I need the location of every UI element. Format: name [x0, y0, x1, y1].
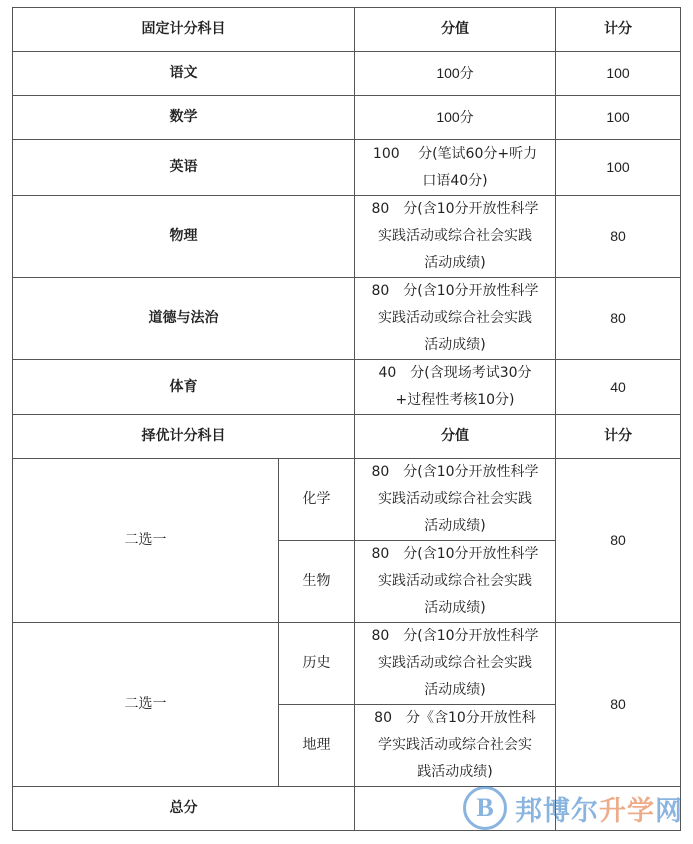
score-line: 践活动成绩): [417, 764, 493, 780]
score-line: +过程性考核10分): [395, 392, 515, 408]
score-cell: 100分: [355, 96, 556, 140]
count-cell: 80: [556, 278, 681, 360]
score-line: 活动成绩): [424, 255, 486, 271]
score-line: 实践活动或综合社会实践: [378, 573, 532, 589]
score-line: 80 分(含10分开放性科学: [371, 201, 539, 217]
count-cell: 80: [556, 623, 681, 787]
count-cell: 100: [556, 140, 681, 196]
subject-cell: 化学: [279, 459, 355, 541]
score-line: 80 分(含10分开放性科学: [371, 283, 539, 299]
header-count: 计分: [556, 415, 681, 459]
score-line: 80 分(含10分开放性科学: [371, 464, 539, 480]
subject-cell: 地理: [279, 705, 355, 787]
table-row: [13, 278, 681, 360]
score-cell: [355, 278, 556, 360]
subject-cell: 英语: [13, 140, 355, 196]
group-label: 二选一: [13, 459, 279, 623]
score-cell: [355, 705, 556, 787]
subject-cell: 语文: [13, 52, 355, 96]
count-cell: 100: [556, 52, 681, 96]
table-row: [13, 52, 681, 96]
table-row: [13, 96, 681, 140]
count-cell: 80: [556, 196, 681, 278]
table-row: [13, 459, 681, 541]
total-label: 总分: [13, 787, 355, 831]
score-line: 活动成绩): [424, 600, 486, 616]
watermark-text-a: 邦博尔: [515, 795, 599, 827]
score-cell: [355, 623, 556, 705]
subject-cell: 体育: [13, 360, 355, 415]
score-line: 学实践活动或综合社会实: [378, 737, 532, 753]
score-line: 80 分《含10分开放性科: [374, 710, 536, 726]
group-label: 二选一: [13, 623, 279, 787]
header-subject: 固定计分科目: [13, 8, 355, 52]
subject-cell: 生物: [279, 541, 355, 623]
score-cell: [355, 541, 556, 623]
watermark-text: [515, 789, 683, 828]
table-row: [13, 360, 681, 415]
count-cell: 40: [556, 360, 681, 415]
score-line: 80 分(含10分开放性科学: [371, 546, 539, 562]
watermark-text-b: 升学: [599, 795, 655, 827]
watermark-text-c: 网: [655, 795, 683, 827]
header-count: 计分: [556, 8, 681, 52]
score-line: 40 分(含现场考试30分: [378, 365, 532, 381]
score-line: 实践活动或综合社会实践: [378, 228, 532, 244]
score-line: 活动成绩): [424, 518, 486, 534]
subject-cell: 物理: [13, 196, 355, 278]
count-cell: 80: [556, 459, 681, 623]
subject-cell: 道德与法治: [13, 278, 355, 360]
score-cell: [355, 196, 556, 278]
table-header-fixed: [13, 8, 681, 52]
score-cell: [355, 360, 556, 415]
score-line: 活动成绩): [424, 337, 486, 353]
table-row: [13, 623, 681, 705]
header-score: 分值: [355, 8, 556, 52]
score-line: 口语40分): [422, 172, 488, 189]
watermark-logo-icon: B: [463, 786, 507, 830]
subject-cell: 历史: [279, 623, 355, 705]
score-cell: [355, 459, 556, 541]
subject-cell: 数学: [13, 96, 355, 140]
score-line: 活动成绩): [424, 682, 486, 698]
score-line: 100 分(笔试60分+听力: [372, 145, 538, 162]
watermark: [463, 786, 683, 830]
count-cell: 100: [556, 96, 681, 140]
score-line: 实践活动或综合社会实践: [378, 491, 532, 507]
header-score: 分值: [355, 415, 556, 459]
score-line: 实践活动或综合社会实践: [378, 655, 532, 671]
score-cell: 100分: [355, 52, 556, 96]
table-row: [13, 196, 681, 278]
score-table: [12, 7, 681, 831]
score-line: 80 分(含10分开放性科学: [371, 628, 539, 644]
header-subject: 择优计分科目: [13, 415, 355, 459]
table-header-optional: [13, 415, 681, 459]
score-cell: [355, 140, 556, 196]
score-line: 实践活动或综合社会实践: [378, 310, 532, 326]
table-row: [13, 140, 681, 196]
